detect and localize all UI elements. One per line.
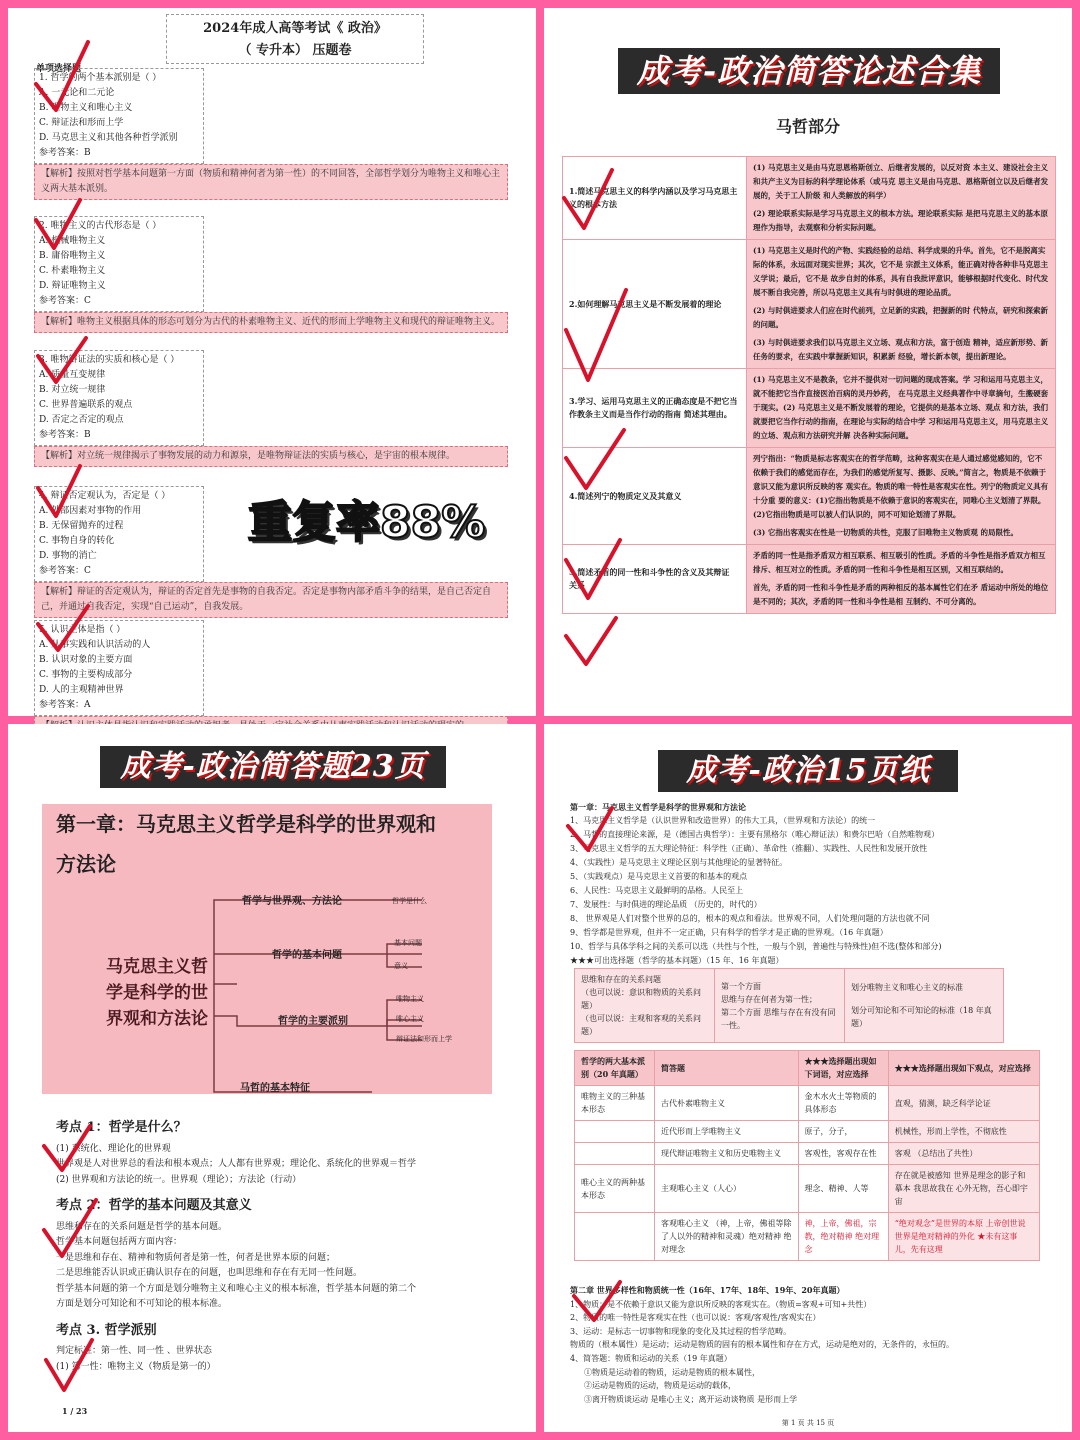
table-cell: 理念、精神、人等 [798,1165,888,1213]
branch-schools: 哲学的主要派别 [278,1016,348,1027]
exam-title-line1: 2024年成人高等考试《 政治》 [203,21,387,36]
option-text: A. 质量互变规律 [39,370,106,380]
kd-line: 二是思维能否认识或正确认识存在的问题，也叫思维和存在有无同一性问题。 [56,1268,363,1278]
kd-line: 判定标准：第一性、同一性 、世界状态 [56,1346,212,1356]
essay-answer-para: (3) 它指出客观实在性是一切物质的共性，克服了旧唯物主义物质观 的局限性。 [753,528,1019,537]
kd-line: 哲学基本问题包括两方面内容： [56,1237,183,1247]
t1-text: 划分唯物主义和唯心主义的标准 [851,983,963,992]
essay-answer-para: (1) 马克思主义不是教条，它并不提供对一切问题的现成答案。学 习和运用马克思主义，就不能把它当作直接医治百病的灵丹妙药， 在马克思主义经典著作中寻章摘句，生搬硬套于现实。(2) 马克思主义是不断发展着的理论，它提供的是基本立场、观点 和方法，我们就要把它当作行动的指南，在理论与实际的结合中学 习和运用马克思主义，用马克思主义的立场、观点和方法研究并解 决各种实际问题。 [753,375,1049,440]
essay-answer-para: (1) 马克思主义是由马克思恩格斯创立、后继者发展的，以反对资 本主义、建设社会主义和共产主义为目标的科学理论体系（或马克 思主义是由马克思、恩格斯创立以及后继者发展的，关于工人阶级 和人类解放的科学） [753,163,1049,200]
leaf: 意义 [394,962,408,970]
essay-question: 4.简述列宁的物质定义及其意义 [563,448,747,545]
page-footer: 第 1 页 共 15 页 [781,1419,835,1427]
fifteen-pages-banner: 成考-政治15页纸 [658,750,958,792]
answer-text: 参考答案：C [39,566,91,576]
kd-line: 方面是划分可知论和不可知论的根本标准。 [56,1299,228,1309]
note-item: 物质的（根本属性）是运动；运动是物质的固有的根本属性和存在方式，运动是绝对的，无条件的，永恒的。 [570,1340,954,1350]
t1-text: 思维和存在的关系问题 [581,975,661,984]
note-item: 3、马克思主义哲学的五大理论特征：科学性（正确）、革命性（推翻）、实践性、人民性和发展开放性 [570,844,928,853]
option-text: D. 辩证唯物主义 [39,281,106,291]
essay-answer-para: (2) 与时俱进要求人们应在时代前列，立足新的实践，把握新的时 代特点，研究和探索新的问题。 [753,306,1049,329]
question-text: 4. 辩证否定观认为，否定是（ ） [39,491,171,501]
t1-text: 思维与存在何者为第一性； [721,994,817,1004]
essay-question: 3.学习、运用马克思主义的正确态度是不把它当 作教条主义而是当作行动的指南 简述其理由。 [563,369,747,448]
answer-text: 参考答案：B [39,430,91,440]
kd1-title: 考点 1：哲学是什么？ [56,1120,187,1135]
answer-text: 参考答案：B [39,148,91,158]
kd-line: 一是思维和存在、精神和物质何者是第一性，何者是世界本原的问题； [56,1252,336,1263]
table-cell: 现代辩证唯物主义和历史唯物主义 [655,1143,799,1165]
note-item: 2、马哲的直接理论来源，是（德国古典哲学）：主要有黑格尔（唯心辩证法）和费尔巴哈（自然唯物观） [570,830,940,839]
table-cell: 客观性，客观存在性 [798,1143,888,1165]
kd2-title: 考点 2：哲学的基本问题及其意义 [56,1198,252,1213]
ch2-title: 第二章 世界多样性和物质统一性（16年、17年、18年、19年、20年真题） [570,1285,845,1295]
table-cell: 唯物主义的三种基本形态 [575,1086,655,1121]
branch-basic-question: 哲学的基本问题 [272,950,342,961]
option-text: A. 从事实践和认识活动的人 [39,640,151,650]
essay-answer-para: (2) 理论联系实际是学习马克思主义的根本方法。理论联系实际 是把马克思主义的基本原理作为指导，去观察和分析实际问题。 [753,209,1049,232]
chapter-title-line2: 方法论 [56,852,116,876]
note-item: ③离开物质谈运动 是唯心主义；离开运动谈物质 是形而上学 [584,1394,798,1404]
table-cell: 主观唯心主义（人心） [655,1165,799,1213]
option-text: D. 马克思主义和其他各种哲学派别 [39,133,178,143]
t1-text: 第一个方面 [721,981,761,991]
option-text: A. 机械唯物主义 [39,236,106,246]
option-text: C. 辩证法和形而上学 [39,118,124,128]
analysis-box: 【解析】辩证的否定观认为，辩证的否定首先是事物的自我否定。否定是事物内部矛盾斗争的结果，是自己否定自己，并通过自我否定，实现“自己运动”，自我发展。 [34,582,508,618]
option-text: B. 庸俗唯物主义 [39,251,106,261]
table-cell: 直观，猜测，缺乏科学论证 [888,1086,1039,1121]
t1-text: （也可以说：主观和客观的关系问题） [581,1014,701,1036]
ch1-title: 第一章：马克思主义哲学是科学的世界观和方法论 [570,802,746,812]
option-text: B. 无保留抛弃的过程 [39,521,124,531]
table-cell: 近代形而上学唯物主义 [655,1121,799,1143]
option-text: C. 事物的主要构成部分 [39,670,133,680]
table-cell: 古代朴素唯物主义 [655,1086,799,1121]
essay-answer-para: (1) 马克思主义是时代的产物、实践经验的总结、科学成果的升华。首先，它不是脱离实际的体系，永远面对现实世界；其次，它不是 宗派主义体系，能正确对待各种非马克思主义学说；最后，它不是 故步自封的体系，具有自我批评意识，能够根据时代变化、时代发 展不断自我完善，所以马克思主义具有与时俱进的理论品质。 [753,246,1049,297]
leaf: 辩证法和形而上学 [396,1035,452,1043]
note-item: 7、发展性：与时俱进的理论品质 （历史的，时代的） [570,900,762,909]
center-line: 马克思主义哲 [106,957,208,977]
note-item: 6、人民性：马克思主义最鲜明的品格。人民至上 [570,886,744,895]
kd-line: (1) 第一性：唯物主义（物质是第一的） [56,1361,216,1372]
option-text: D. 否定之否定的观点 [39,415,124,425]
t1-text: 划分可知论和不可知论的标准（18 年真题） [851,1006,992,1028]
kd-line: 世界观是人对世界总的看法和根本观点；人人都有世界观；理论化、系统化的世界观＝哲学 [56,1159,417,1169]
table-cell: 唯心主义的两种基本形态 [575,1165,655,1213]
note-item: ②运动是物质的运动，物质是运动的载体， [584,1381,736,1391]
leaf: 唯物主义 [396,995,424,1003]
table-header-cell: 简答题 [655,1051,799,1086]
analysis-box: 【解析】对立统一规律揭示了事物发展的动力和源泉，是唯物辩证法的实质与核心，是宇宙的根本规律。 [34,446,508,467]
table-cell: 客观 （总结出了共性） [888,1143,1039,1165]
section-label: 单项选择题 [36,64,82,74]
option-text: B. 认识对象的主要方面 [39,655,133,665]
table-cell: 原子，分子， [798,1121,888,1143]
option-text: A. 外部因素对事物的作用 [39,506,142,516]
note-item: 4、简答题：物质和运动的关系（19 年真题） [570,1353,732,1363]
table-header-cell: ★★★选择题出现如下观点，对应选择 [888,1051,1039,1086]
option-text: B. 唯物主义和唯心主义 [39,103,133,113]
branch-features: 马哲的基本特征 [240,1083,310,1094]
essay-answer-para: (3) 与时俱进要求我们以马克思主义立场、观点和方法，富于创造 精神，适应新形势、新任务的要求，在实践中掌握新知识，积累新 经验，增长新本领，提出新理论。 [753,338,1049,361]
t1-text: （也可以说：意识和物质的关系问题） [581,988,701,1010]
option-text: B. 对立统一规律 [39,385,106,395]
question-text: 1. 哲学的两个基本派别是（ ） [39,73,162,83]
note-item: 10、哲学与具体学科之间的关系可以选（共性与个性，一般与个别，普遍性与特殊性)但不选(整体和部分) [570,942,942,951]
leaf: 基本问题 [394,939,422,947]
note-item: 1、马克思主义哲学是（认识世界和改造世界）的伟大工具，（世界观和方法论）的统一 [570,816,876,825]
table-header-cell: 哲学的两大基本派别（20 年真题） [575,1051,655,1086]
page-number: 1 / 23 [62,1406,88,1416]
question-text: 2. 唯物主义的古代形态是（ ） [39,221,162,231]
question-text: 3. 唯物辩证法的实质和核心是（ ） [39,355,180,365]
marxist-philosophy-subtitle: 马哲部分 [775,117,840,136]
kd-line: (1) 系统化、理论化的世界观 [56,1143,171,1154]
branch-worldview: 哲学与世界观、方法论 [242,896,342,907]
answer-text: 参考答案：A [39,700,91,710]
note-item: 9、哲学都是世界观，但并不一定正确，只有科学的哲学才是正确的世界观。（16 年真题） [570,928,888,937]
leaf: 唯心主义 [396,1015,424,1023]
question-text: 5. 认识主体是指（ ） [39,625,126,635]
essay-question: 2.如何理解马克思主义是不断发展着的理论 [563,240,747,369]
table-cell: 客观唯心主义 （神，上帝，佛祖等除了人以外的精神和灵魂）绝对精神 绝对理念 [655,1213,799,1261]
essay-question: 5.简述矛盾的同一性和斗争性的含义及其辩证 关系 [563,545,747,614]
table-cell: 机械性，形而上学性，不彻底性 [888,1121,1039,1143]
center-line: 学是科学的世 [106,983,208,1003]
kd-line: (2) 世界观和方法论的统一。世界观（理论）；方法论（行动） [56,1174,302,1185]
note-item: 8、 世界观是人们对整个世界的总的，根本的观点和看法。世界观不同，人们处理问题的方法也就不同 [570,914,930,923]
analysis-box: 【解析】唯物主义根据具体的形态可划分为古代的朴素唯物主义、近代的形而上学唯物主义和现代的辩证唯物主义。 [34,312,508,333]
essay-banner: 成考-政治简答论述合集 [618,48,1000,94]
leaf: 哲学是什么 [392,897,427,905]
option-text: C. 事物自身的转化 [39,536,115,546]
short-answer-banner: 成考-政治简答题23页 [100,746,446,788]
table-cell: “绝对观念”是世界的本原 上帝创世说 世界是绝对精神的外化 ★未有这事儿，先有这理 [888,1213,1039,1261]
note-item: 4、（实践性）是马克思主义理论区别与其他理论的显著特征。 [570,858,788,867]
analysis-box: 【解析】按照对哲学基本问题第一方面（物质和精神何者为第一性）的不同回答，全部哲学划分为唯物主义和唯心主义两大基本派别。 [34,164,508,200]
essay-answer-para: 列宁指出：“物质是标志客观实在的哲学范畴，这种客观实在是人通过感觉感知的，它不依赖于我们的感觉而存在，为我们的感觉所复写、摄影、反映。”简言之，物质是不依赖于意识又能为意识所反映的客 观实在。物质的唯一特性是客观实在性。列宁的物质定义具有十分重 要的意义：(1)它指出物质是不依赖于意识的客观实在，同唯心主义划清了界限。(2)它指出物质是可以被人们认识的，同不可知论划清了界限。 [753,454,1049,519]
kd-line: 哲学基本问题的第一个方面是划分唯物主义和唯心主义的根本标准，哲学基本问题的第二个 [56,1283,417,1294]
note-item: 2、物质的唯一特性是客观实在性（也可以说：客观/客观性/客观实在） [570,1313,821,1323]
note-item: 3、运动：是标志一切事物和现象的变化及其过程的哲学范畴。 [570,1326,792,1336]
note-item: ①物质是运动着的物质，运动是物质的根本属性， [584,1367,760,1377]
essay-answer-para: 首先，矛盾的同一性和斗争性是矛盾的两种相反的基本属性它们在矛 盾运动中所处的地位是不同的；其次，矛盾的同一性和斗争性是相 互制约、不可分离的。 [753,583,1049,606]
option-text: C. 世界普遍联系的观点 [39,400,133,410]
option-text: D. 人的主观精神世界 [39,685,124,695]
center-line: 界观和方法论 [106,1009,208,1029]
table-header-cell: ★★★选择题出现如下词语，对应选择 [798,1051,888,1086]
option-text: C. 朴素唯物主义 [39,266,106,276]
t1-text: 第二个方面 思维与存在有没有同一性。 [721,1007,836,1030]
table-cell: 存在就是被感知 世界是理念的影子和摹本 我思故我在 心外无物，吾心即宇宙 [888,1165,1039,1213]
kd-line: 思维和存在的关系问题是哲学的基本问题。 [56,1221,228,1232]
repeat-rate-watermark: 重复率88% [248,497,486,548]
table-cell: 神，上帝，佛祖，宗教，绝对精神 绝对理念 [798,1213,888,1261]
essay-answer-para: 矛盾的同一性是指矛盾双方相互联系、相互吸引的性质。矛盾的斗争性是指矛盾双方相互排斥、相互对立的性质。矛盾的同一性和斗争性是相互区别，又相互联结的。 [753,551,1046,574]
note-item: 1、物质：是不依赖于意识又能为意识所反映的客观实在。（物质=客观+可知+共性） [570,1299,872,1309]
exam-title-line2: （ 专升本） 压题卷 [238,43,352,58]
note-item: ★★★可出选择题（哲学的基本问题）（15 年、16 年真题） [570,956,784,965]
answer-text: 参考答案：C [39,296,91,306]
chapter-title-line1: 第一章：马克思主义哲学是科学的世界观和 [56,812,436,836]
option-text: A. 一元论和二元论 [39,88,115,98]
option-text: D. 事物的消亡 [39,551,97,561]
kd3-title: 考点 3. 哲学派别 [56,1322,157,1338]
essay-question: 1.简述马克思主义的科学内涵以及学习马克思主 义的根本方法 [563,157,747,240]
table-cell: 金木水火土等物质的具体形态 [798,1086,888,1121]
note-item: 5、（实践观点）是马克思主义首要的和基本的观点 [570,872,748,881]
